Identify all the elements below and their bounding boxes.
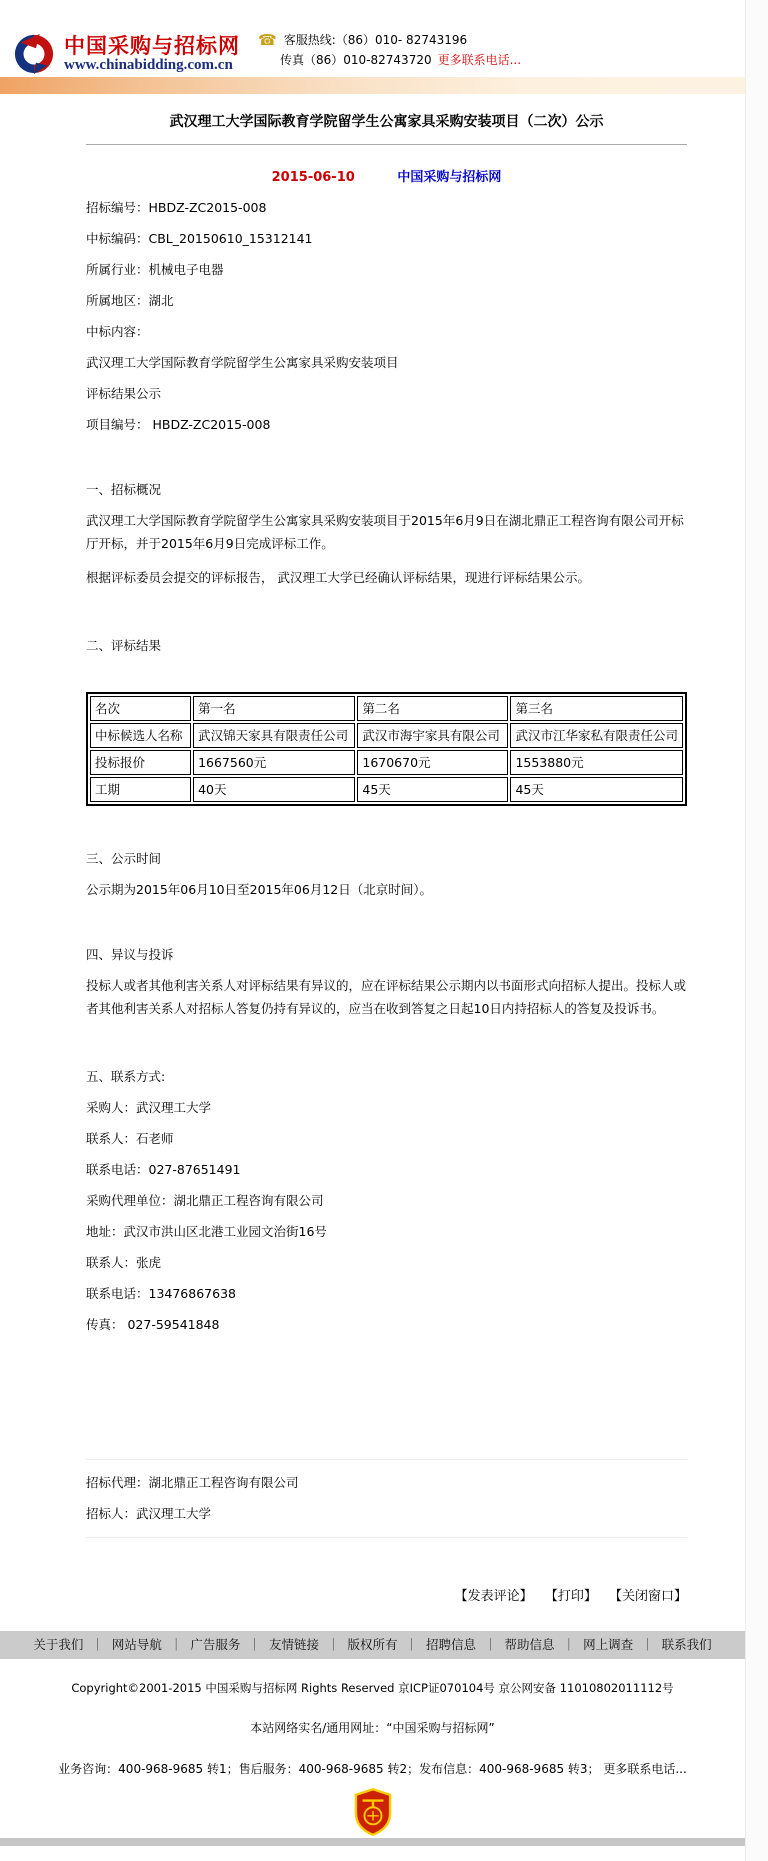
nav-separator: ｜: [405, 1637, 419, 1652]
section1-paragraph-2: 根据评标委员会提交的评标报告， 武汉理工大学已经确认评标结果，现进行评标结果公示。: [86, 570, 590, 585]
header-divider-bar: [0, 77, 745, 94]
phone-icon: ☎: [258, 31, 277, 49]
table-row: [90, 750, 683, 775]
footer-tenderee: 招标人：武汉理工大学: [86, 1506, 212, 1521]
article-divider-1: [86, 1459, 687, 1460]
table-cell: 名次: [90, 696, 191, 721]
footer-agent: 招标代理：湖北鼎正工程咨询有限公司: [86, 1475, 299, 1490]
meta-project-name: 武汉理工大学国际教育学院留学生公寓家具采购安装项目: [86, 355, 399, 370]
table-cell: 45天: [510, 777, 683, 802]
table-cell: 1670670元: [357, 750, 508, 775]
footer-link-survey[interactable]: 网上调查: [583, 1637, 634, 1652]
section3-paragraph-1: 公示期为2015年06月10日至2015年06月12日（北京时间）。: [86, 882, 432, 897]
header-contact: [258, 30, 521, 70]
section4-paragraph-1: 投标人或者其他利害关系人对评标结果有异议的，应在评标结果公示期内以书面形式向招标人提出。投标人或者其他利害关系人对招标人答复仍持有异议的，应当在收到答复之日起10日内持招标人的答复及投诉书。: [86, 978, 687, 1016]
hotline-number: （86）010- 82743196: [335, 33, 468, 47]
article-divider-2: [86, 1537, 687, 1538]
contact-fax: 传真： 027-59541848: [86, 1317, 220, 1332]
contact-person-2: 联系人：张虎: [86, 1255, 162, 1270]
table-cell: 1553880元: [510, 750, 683, 775]
table-cell: 第二名: [357, 696, 508, 721]
meta-award-code: 中标编码：CBL_20150610_15312141: [86, 231, 313, 246]
scrollbar-track[interactable]: [745, 0, 768, 1861]
meta-content-label: 中标内容：: [86, 324, 149, 339]
meta-project-no: 项目编号： HBDZ-ZC2015-008: [86, 417, 271, 432]
close-window-button[interactable]: 【关闭窗口】: [608, 1589, 687, 1604]
table-row: [90, 696, 683, 721]
meta-region: 所属地区：湖北: [86, 293, 174, 308]
copyright-line: Copyright©2001-2015 中国采购与招标网 Rights Reserved 京ICP证070104号 京公网安备 11010802011112号: [71, 1681, 674, 1695]
logo-swirl-icon: [10, 33, 58, 75]
nav-separator: ｜: [248, 1637, 261, 1652]
nav-separator: ｜: [484, 1637, 497, 1652]
table-cell: 45天: [357, 777, 508, 802]
publish-date: 2015-06-10: [271, 170, 355, 185]
evaluation-result-table: [86, 692, 687, 806]
table-cell: 第一名: [193, 696, 355, 721]
table-cell: 武汉锦天家具有限责任公司: [193, 723, 355, 748]
section1-paragraph-1: 武汉理工大学国际教育学院留学生公寓家具采购安装项目于2015年6月9日在湖北鼎正工程咨询有限公司开标厅开标，并于2015年6月9日完成评标工作。: [86, 513, 684, 551]
nav-separator: ｜: [326, 1637, 340, 1652]
fax-label: 传真: [280, 53, 305, 67]
source-site: 中国采购与招标网: [397, 170, 502, 185]
footer-link-jobs[interactable]: 招聘信息: [426, 1637, 477, 1652]
table-row: [90, 723, 683, 748]
table-cell: 武汉市江华家私有限责任公司: [510, 723, 683, 748]
meta-result-label: 评标结果公示: [86, 386, 162, 401]
site-header: [0, 0, 745, 77]
title-divider: [86, 144, 687, 145]
red-shield-badge-icon[interactable]: [354, 1788, 392, 1836]
footer-link-sitemap[interactable]: 网站导航: [111, 1637, 162, 1652]
article-actions: [86, 1585, 687, 1604]
section4-heading: 四、异议与投诉: [86, 947, 174, 962]
more-contacts-link[interactable]: 更多联系电话...: [437, 53, 522, 67]
section5-heading: 五、联系方式:: [86, 1069, 166, 1084]
print-button[interactable]: 【打印】: [544, 1589, 597, 1604]
post-comment-button[interactable]: 【发表评论】: [454, 1589, 533, 1604]
contact-person-1: 联系人：石老师: [86, 1131, 174, 1146]
nav-separator: ｜: [169, 1637, 183, 1652]
contact-phone-2: 联系电话：13476867638: [86, 1286, 236, 1301]
table-cell: 投标报价: [90, 750, 191, 775]
service-phones-line: 业务咨询：400-968-9685 转1；售后服务：400-968-9685 转2；发布信息：400-968-9685 转3； 更多联系电话...: [58, 1762, 687, 1776]
site-name: 中国采购与招标网: [64, 33, 240, 58]
contact-purchaser: 采购人：武汉理工大学: [86, 1100, 212, 1115]
footer-link-contact[interactable]: 联系我们: [661, 1637, 712, 1652]
site-logo[interactable]: [10, 33, 240, 75]
table-cell: 工期: [90, 777, 191, 802]
fax-number: （86）010-82743720: [304, 53, 432, 67]
footer-link-copyright[interactable]: 版权所有: [347, 1637, 398, 1652]
section1-heading: 一、招标概况: [86, 482, 162, 497]
footer-link-friends[interactable]: 友情链接: [268, 1637, 319, 1652]
section2-heading: 二、评标结果: [86, 638, 162, 653]
footer-nav: [0, 1631, 745, 1659]
table-cell: 武汉市海宇家具有限公司: [357, 723, 508, 748]
contact-address: 地址：武汉市洪山区北港工业园文治街16号: [86, 1224, 327, 1239]
nav-separator: ｜: [562, 1637, 576, 1652]
nav-separator: ｜: [91, 1637, 104, 1652]
site-url: www.chinabidding.com.cn: [64, 56, 233, 73]
article: [86, 113, 687, 1604]
page-title: 武汉理工大学国际教育学院留学生公寓家具采购安装项目（二次）公示: [169, 114, 604, 130]
section3-heading: 三、公示时间: [86, 851, 162, 866]
site-alias-line: 本站网络实名/通用网址：“中国采购与招标网”: [250, 1721, 495, 1735]
bottom-bar: [0, 1838, 745, 1846]
footer-link-help[interactable]: 帮助信息: [504, 1637, 555, 1652]
contact-phone-1: 联系电话：027-87651491: [86, 1162, 241, 1177]
nav-separator: ｜: [641, 1637, 654, 1652]
dateline: [86, 166, 687, 185]
footer-link-about[interactable]: 关于我们: [33, 1637, 84, 1652]
table-row: [90, 777, 683, 802]
contact-agency: 采购代理单位：湖北鼎正工程咨询有限公司: [86, 1193, 324, 1208]
table-cell: 中标候选人名称: [90, 723, 191, 748]
table-cell: 1667560元: [193, 750, 355, 775]
badge-row: [0, 1788, 745, 1836]
table-cell: 40天: [193, 777, 355, 802]
footer-link-ads[interactable]: 广告服务: [190, 1637, 241, 1652]
hotline-label: 客服热线:: [283, 33, 336, 47]
table-cell: 第三名: [510, 696, 683, 721]
meta-industry: 所属行业：机械电子电器: [86, 262, 224, 277]
meta-tender-no: 招标编号：HBDZ-ZC2015-008: [86, 200, 267, 215]
